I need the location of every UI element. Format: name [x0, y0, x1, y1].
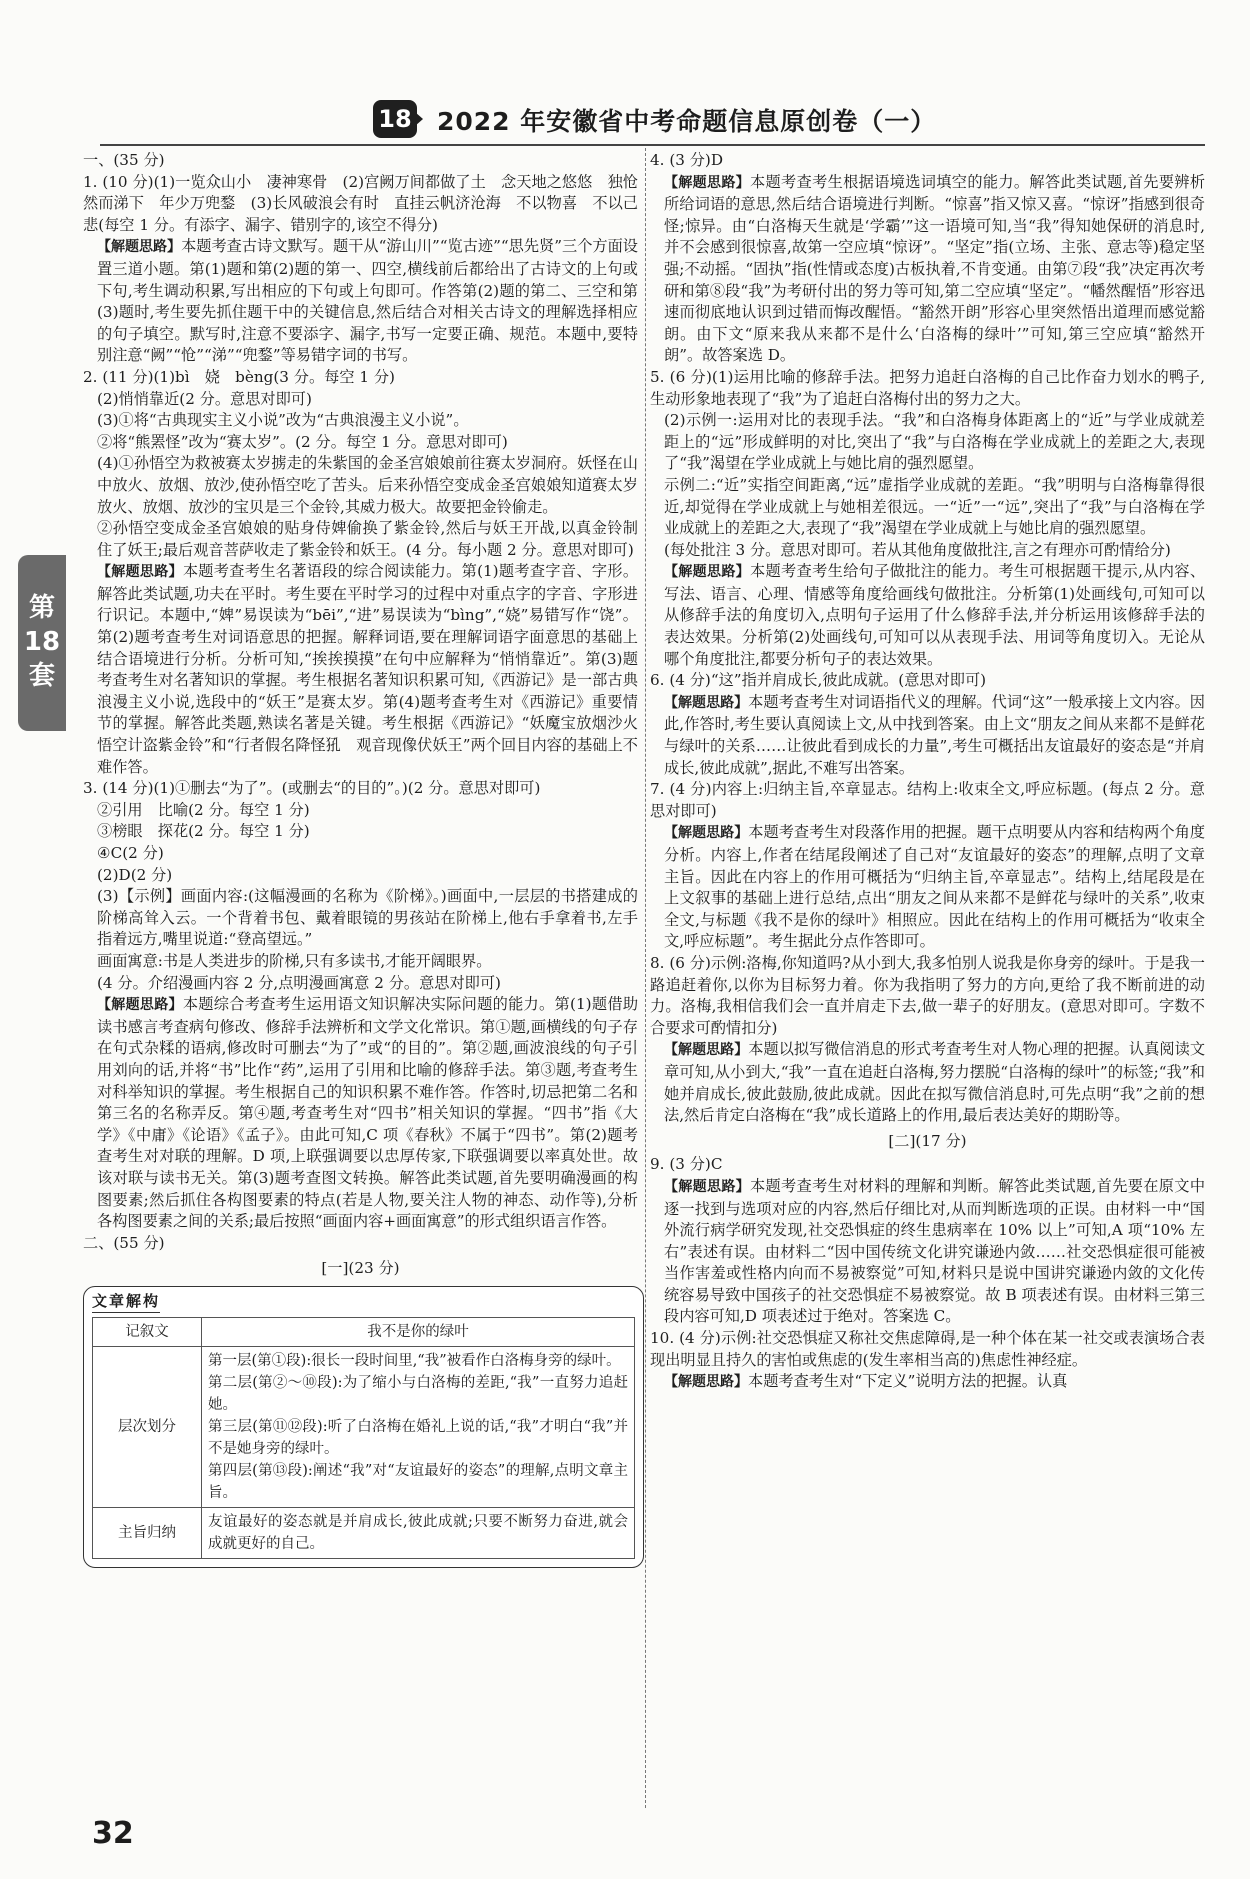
- table-row: [93, 1347, 635, 1508]
- q8-tip-text: 本题以拟写微信消息的形式考查考生对人物心理的把握。认真阅读文章可知,从小到大,“我”一直在追赶白洛梅,努力摆脱“白洛梅的绿叶”的标签;“我”和她并肩成长,彼此鼓励,彼此成就。因此在拟写微信消息时,可先点明“我”之前的想法,然后肯定白洛梅在“我”成长道路上的作用,最后表达美好的期盼等。: [664, 1040, 1206, 1125]
- tip-label: 【解题思路】: [664, 1042, 749, 1059]
- header-rule: [100, 144, 1205, 146]
- tip-label: 【解题思路】: [664, 825, 749, 842]
- table-row: [93, 1508, 635, 1559]
- column-divider: [645, 148, 646, 1808]
- layer-item: 第三层(第⑪⑫段):听了白洛梅在婚礼上说的话,“我”才明白“我”并不是她身旁的绿叶。: [208, 1419, 628, 1458]
- q8-line1: 8. (6 分)示例:洛梅,你知道吗?从小到大,我多怕别人说我是你身旁的绿叶。于是我一路追赶着你,以你为目标努力着。你为我指明了努力的方向,更给了我不断前进的动力。洛梅,我相信我们会一直并肩走下去,做一辈子的好朋友。(意思对即可。字数不合要求可酌情扣分): [650, 953, 1205, 1037]
- q5-line1: 5. (6 分)(1)运用比喻的修辞手法。把努力追赶白洛梅的自己比作奋力划水的鸭子,生动形象地表现了“我”为了追赶白洛梅付出的努力之大。: [650, 367, 1205, 408]
- q6-tip-text: 本题考查考生对词语指代义的理解。代词“这”一般承接上文内容。因此,作答时,考生要认真阅读上文,从中找到答案。由上文“朋友之间从来都不是鲜花与绿叶的关系……让彼此看到成长的力量”,考生可概括出友谊最好的姿态是“并肩成长,彼此成就”,据此,不难写出答案。: [664, 692, 1205, 777]
- q10-tip-text: 本题考查考生对“下定义”说明方法的把握。认真: [748, 1372, 1068, 1391]
- q2-line4: ②将“熊罴怪”改为“赛太岁”。(2 分。每空 1 分。意思对即可): [97, 432, 508, 451]
- q1-tip-text: 本题考查古诗文默写。题干从“游山川”“览古迹”“思先贤”三个方面设置三道小题。第(1)题和第(2)题的第一、四空,横线前后都给出了古诗文的上句或下句,考生调动积累,写出相应的下句或上句即可。作答第(2)题的第二、三空和第(3)题时,考生要先抓住题干中的关键信息,然后结合对相关古诗文的理解选择相应的句子填空。默写时,注意不要添字、漏字,书写一定要正确、规范。本题中,要特别注意“阙”“怆”“涕”“兜鍪”等易错字词的书写。: [97, 237, 638, 365]
- side-tab-line1: 第: [28, 593, 55, 624]
- article-structure-table: [92, 1317, 635, 1559]
- q3-line1: 3. (14 分)(1)①删去“为了”。(或删去“的目的”。)(2 分。意思对即可): [83, 779, 541, 798]
- q3-line7: 画面寓意:书是人类进步的阶梯,只有多读书,才能开阔眼界。: [97, 951, 492, 970]
- q3-line2: ②引用 比喻(2 分。每空 1 分): [97, 800, 310, 819]
- q3-line8: (4 分。介绍漫画内容 2 分,点明漫画寓意 2 分。意思对即可): [97, 973, 501, 992]
- q5-line4: (每处批注 3 分。意思对即可。若从其他角度做批注,言之有理亦可酌情给分): [664, 540, 1171, 559]
- q10-tip: [650, 1371, 1205, 1394]
- q7-tip: [650, 822, 1205, 953]
- q2-line1: 2. (11 分)(1)bì 娆 bèng(3 分。每空 1 分): [83, 367, 395, 386]
- row-content: 我不是你的绿叶: [202, 1318, 635, 1347]
- q1-tip: [83, 236, 638, 367]
- q2-tip: [83, 561, 654, 778]
- table-row: [93, 1318, 635, 1347]
- side-tab-line3: 套: [28, 660, 55, 691]
- q10-line1: 10. (4 分)示例:社交恐惧症又称社交焦虑障碍,是一种个体在某一社交或表演场合表现出明显且持久的害怕或焦虑的(发生率相当高的)焦虑性神经症。: [650, 1329, 1205, 1369]
- q3-line6: (3)【示例】画面内容:(这幅漫画的名称为《阶梯》。)画面中,一层层的书搭建成的阶梯高耸入云。一个背着书包、戴着眼镜的男孩站在阶梯上,他右手拿着书,左手指着远方,嘴里说道:“登高望远。”: [97, 887, 638, 949]
- row-label: 主旨归纳: [93, 1508, 202, 1559]
- q7-tip-text: 本题考查考生对段落作用的把握。题干点明要从内容和结构两个角度分析。内容上,作者在结尾段阐述了自己对“友谊最好的姿态”的理解,点明了文章主旨。因此在内容上的作用可概括为“归纳主旨,卒章显志”。结构上,结尾段是在上文叙事的基础上进行总结,点出“朋友之间从来都不是鲜花与绿叶的关系”,收束全文,与标题《我不是你的绿叶》相照应。因此在结构上的作用可概括为“收束全文,呼应标题”。考生据此分点作答即可。: [664, 823, 1206, 951]
- page-header: [0, 100, 1250, 140]
- q9-line1: 9. (3 分)C: [650, 1155, 723, 1174]
- left-column: [83, 150, 654, 1568]
- q7-line1: 7. (4 分)内容上:归纳主旨,卒章显志。结构上:收束全文,呼应标题。(每点 2 分。意思对即可): [650, 780, 1205, 820]
- tip-label: 【解题思路】: [664, 1178, 751, 1195]
- tip-label: 【解题思路】: [97, 564, 183, 581]
- subsection-heading-2: [二](17 分): [888, 1131, 967, 1150]
- side-tab: [18, 555, 66, 731]
- page-number: 32: [92, 1816, 134, 1851]
- q2-line5: (4)①孙悟空为救被赛太岁掳走的朱紫国的金圣宫娘娘前往赛太岁洞府。妖怪在山中放火、放烟、放沙,使孙悟空吃了苦头。后来孙悟空变成金圣宫娘娘知道赛太岁放火、放烟、放沙的宝贝是三个金铃,其威力极大。故要把金铃偷走。: [97, 454, 638, 516]
- q2-line3: (3)①将“古典现实主义小说”改为“古典浪漫主义小说”。: [97, 411, 469, 430]
- section-heading-1: 一、(35 分): [83, 151, 165, 169]
- q9-tip-text: 本题考查考生对材料的理解和判断。解答此类试题,首先要在原文中逐一找到与选项对应的内容,然后仔细比对,从而判断选项的正误。由材料一中“国外流行病学研究发现,社交恐惧症的终生患病率在 10% 以上”可知,A 项“10% 左右”表述有误。由材料二“因中国传统文化讲究谦逊内敛……社交恐惧症很可能被当作害羞或性格内向而不易被察觉”可知,材料只是说中国讲究谦逊内敛的文化传统容易导致中国孩子的社交恐惧症不易被察觉。故 B 项表述有误。由材料三第三段内容可知,D 项表述过于绝对。答案选 C。: [664, 1176, 1206, 1326]
- q5-line3: 示例二:“近”实指空间距离,“远”虚指学业成就的差距。“我”明明与白洛梅靠得很近,却觉得在学业成就上与她相差很远。一“近”一“远”,突出了“我”与白洛梅在学业成就上的差距之大,表现了“我”渴望在学业成就上与她比肩的强烈愿望。: [664, 475, 1205, 538]
- q4-tip: [650, 172, 1205, 367]
- layer-item: 第一层(第①段):很长一段时间里,“我”被看作白洛梅身旁的绿叶。: [208, 1353, 621, 1370]
- tip-label: 【解题思路】: [664, 694, 749, 711]
- article-structure-title: 文章解构: [92, 1291, 160, 1314]
- article-structure-box: [83, 1286, 644, 1569]
- q3-tip: [83, 994, 638, 1233]
- q9-tip: [650, 1176, 1205, 1328]
- q2-line6: ②孙悟空变成金圣宫娘娘的贴身侍婢偷换了紫金铃,然后与妖王开战,以真金铃制住了妖王;最后观音菩萨收走了紫金铃和妖王。(4 分。每小题 2 分。意思对即可): [97, 519, 638, 559]
- tip-label: 【解题思路】: [97, 239, 182, 256]
- right-column: [650, 150, 1205, 1394]
- q3-line4: ④C(2 分): [97, 844, 164, 862]
- row-content: [202, 1347, 635, 1508]
- q6-tip: [650, 692, 1205, 779]
- q3-line3: ③榜眼 探花(2 分。每空 1 分): [97, 822, 310, 841]
- q5-line2: (2)示例一:运用对比的表现手法。“我”和白洛梅身体距离上的“近”与学业成就差距上的“远”形成鲜明的对比,突出了“我”与白洛梅在学业成就上的差距之大,表现了“我”渴望在学业成就上与她比肩的强烈愿望。: [664, 411, 1205, 473]
- q5-tip: [650, 561, 1205, 670]
- layer-item: 第二层(第②～⑩段):为了缩小与白洛梅的差距,“我”一直努力追赶她。: [208, 1375, 628, 1414]
- q2-tip-text: 本题考查考生名著语段的综合阅读能力。第(1)题考查字音、字形。解答此类试题,功夫在平时。考生要在平时学习的过程中对重点字的字音、字形进行识记。本题中,“婢”易误读为“bēi”,“进”易误读为“bìng”,“娆”易错写作“饶”。第(2)题考查考生对词语意思的把握。解释词语,要在理解词语字面意思的基础上结合语境进行分析。分析可知,“挨挨摸摸”在句中应解释为“悄悄靠近”。第(3)题考查考生对名著知识的掌握。考生根据名著知识积累可知,《西游记》是一部古典浪漫主义小说,选段中的“妖王”是赛太岁。第(4)题考查考生对《西游记》重要情节的掌握。解答此类题,熟读名著是关键。考生根据《西游记》“妖魔宝放烟沙火 悟空计盗紫金铃”和“行者假名降怪犼 观音现像伏妖王”两个回目内容的基础上不难作答。: [97, 562, 654, 776]
- row-label: 记叙文: [93, 1318, 202, 1347]
- q4-tip-text: 本题考查考生根据语境选词填空的能力。解答此类试题,首先要辨析所给词语的意思,然后结合语境进行判断。“惊喜”指又惊又喜。“惊讶”指感到很奇怪;惊异。由“白洛梅天生就是‘学霸’”这一语境可知,当“我”得知她保研的消息时,并不会感到很惊喜,故第一空应填“惊讶”。“坚定”指(立场、主张、意志等)稳定坚强;不动摇。“固执”指(性情或态度)古板执着,不肯变通。由第⑦段“我”决定再次考研和第⑧段“我”为考研付出的努力等可知,第二空应填“坚定”。“幡然醒悟”形容迅速而彻底地认识到过错而悔改醒悟。“豁然开朗”形容心里突然悟出道理而感觉豁朗。由下文“原来我从来都不是什么‘白洛梅的绿叶’”可知,第三空应填“豁然开朗”。故答案选 D。: [664, 172, 1206, 365]
- subsection-heading-1: [一](23 分): [321, 1259, 400, 1278]
- side-tab-line2: 18: [23, 627, 61, 658]
- layer-item: 第四层(第⑬段):阐述“我”对“友谊最好的姿态”的理解,点明文章主旨。: [208, 1463, 628, 1502]
- tip-label: 【解题思路】: [664, 1374, 748, 1391]
- q3-line5: (2)D(2 分): [97, 865, 173, 884]
- q2-line2: (2)悄悄靠近(2 分。意思对即可): [97, 389, 312, 408]
- tip-label: 【解题思路】: [664, 174, 751, 191]
- set-number-badge: 18: [373, 100, 417, 138]
- q6-line1: 6. (4 分)“这”指并肩成长,彼此成就。(意思对即可): [650, 671, 987, 690]
- tip-label: 【解题思路】: [97, 997, 183, 1014]
- page-title: 2022 年安徽省中考命题信息原创卷（一）: [437, 107, 937, 136]
- row-content: 友谊最好的姿态就是并肩成长,彼此成就;只要不断努力奋进,就会成就更好的自己。: [202, 1508, 635, 1559]
- q1-answer: 1. (10 分)(1)一览众山小 凄神寒骨 (2)宫阙万间都做了土 念天地之悠悠 独怆然而涕下 年少万兜鍪 (3)长风破浪会有时 直挂云帆济沧海 不以物喜 不以己悲(每空 1 分。有添字、漏字、错别字的,该空不得分): [83, 172, 638, 234]
- tip-label: 【解题思路】: [664, 564, 751, 581]
- q3-tip-text: 本题综合考查考生运用语文知识解决实际问题的能力。第(1)题借助读书感言考查病句修改、修辞手法辨析和文学文化常识。第①题,画横线的句子存在句式杂糅的语病,修改时可删去“为了”或“的目的”。第②题,画波浪线的句子引用刘向的话,并将“书”比作“药”,运用了引用和比喻的修辞手法。第③题,考查考生对科举知识的掌握。考生根据自己的知识积累不难作答。作答时,切忌把第二名和第三名的名称弄反。第④题,考查考生对“四书”相关知识的掌握。“四书”指《大学》《中庸》《论语》《孟子》。由此可知,C 项《春秋》不属于“四书”。第(2)题考查考生对对联的理解。D 项,上联强调要以忠厚传家,下联强调要以率真处世。故该对联与读书无关。第(3)题考查图文转换。解答此类试题,首先要明确漫画的构图要素;然后抓住各构图要素的特点(若是人物,要关注人物的神态、动作等),分析各构图要素之间的关系;最后按照“画面内容+画面寓意”的形式组织语言作答。: [97, 995, 639, 1231]
- section-heading-2: 二、(55 分): [83, 1233, 165, 1252]
- q4-line1: 4. (3 分)D: [650, 151, 724, 169]
- q8-tip: [650, 1039, 1205, 1126]
- q5-tip-text: 本题考查考生给句子做批注的能力。考生可根据题干提示,从内容、写法、语言、心理、情感等角度给画线句做批注。分析第(1)处画线句,可知可以从修辞手法的角度切入,点明句子运用了什么修辞手法,并分析运用该修辞手法的表达效果。分析第(2)处画线句,可知可以从表现手法、用词等角度切入。无论从哪个角度批注,都要分析句子的表达效果。: [664, 562, 1206, 668]
- row-label: 层次划分: [93, 1347, 202, 1508]
